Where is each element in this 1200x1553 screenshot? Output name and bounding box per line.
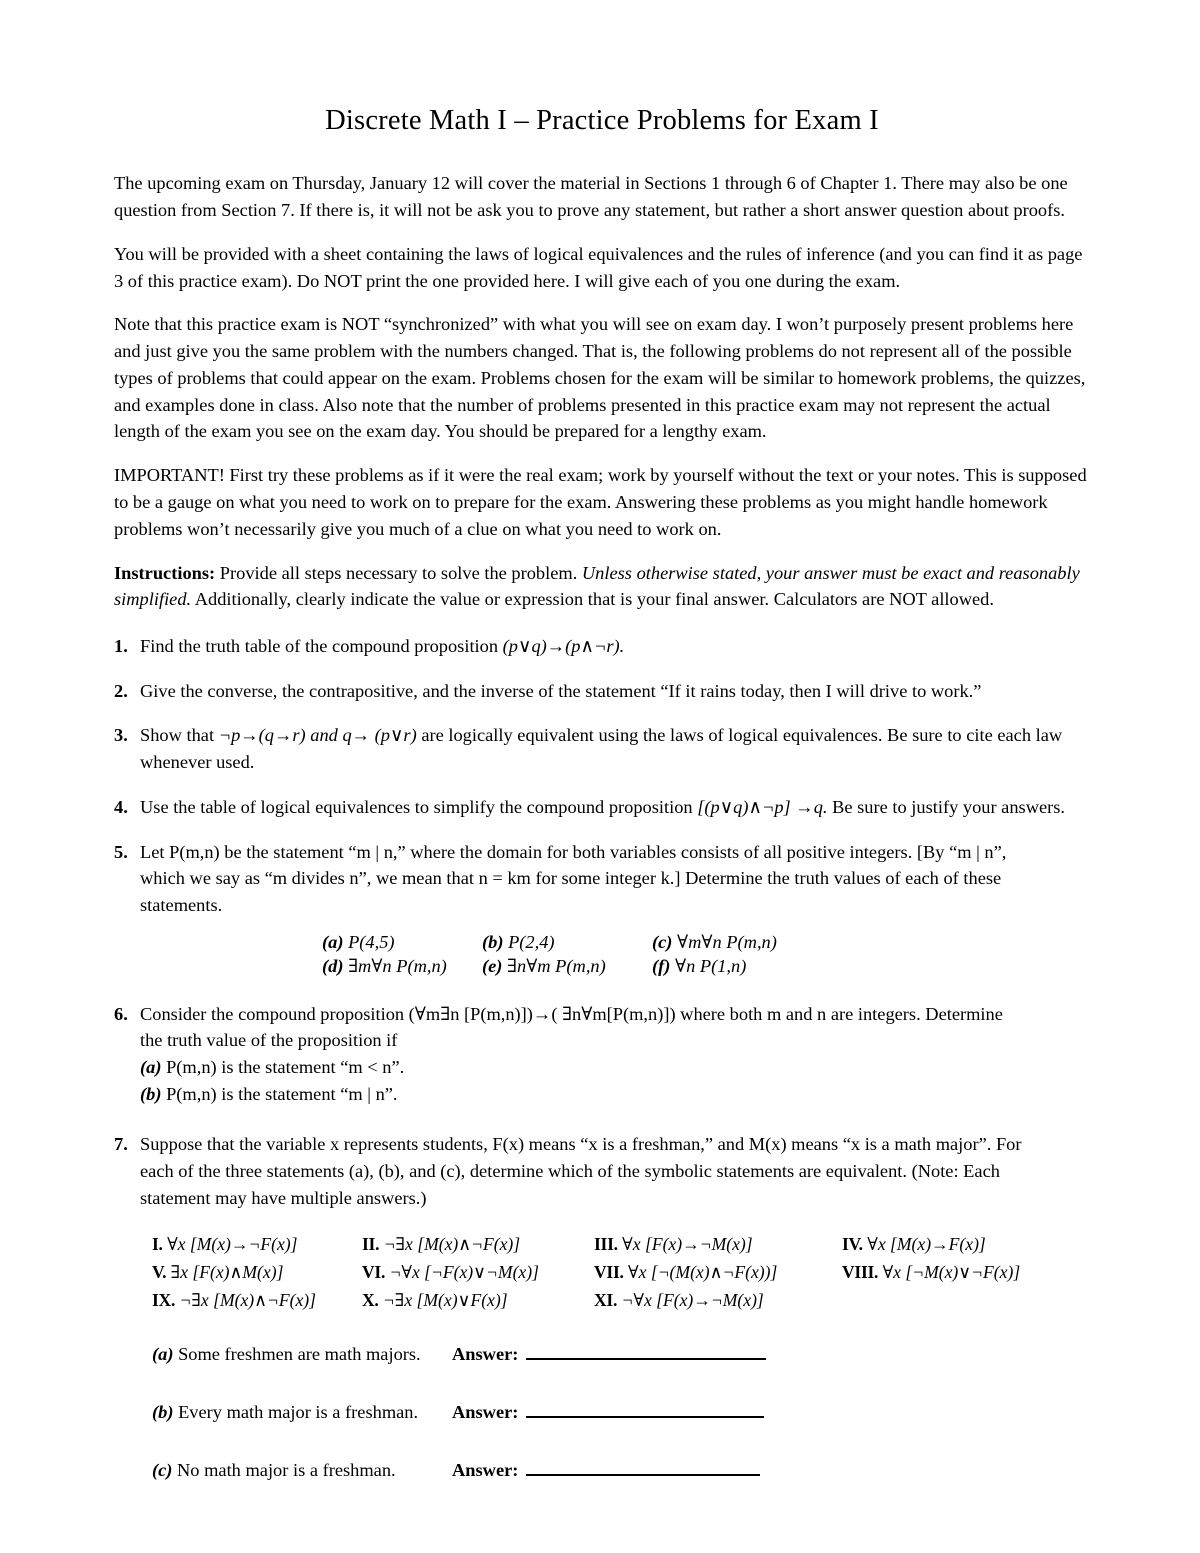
problem-4-text-after: Be sure to justify your answers. bbox=[832, 796, 1066, 817]
problem-5-body bbox=[140, 839, 1090, 919]
problem-2 bbox=[114, 678, 1090, 705]
symbolic-statement-4 bbox=[842, 1233, 1090, 1257]
problem-5-option-e-label: (e) bbox=[482, 955, 503, 976]
problem-1-body bbox=[140, 633, 1090, 660]
problem-5-option-d-expr: ∃m∀n P(m,n) bbox=[348, 955, 447, 976]
symbolic-statement-10-expr: ¬∃x [M(x)∨F(x)] bbox=[382, 1289, 508, 1310]
answer-row-a bbox=[152, 1343, 1090, 1365]
instructions-paragraph bbox=[114, 560, 1090, 614]
symbolic-statement-10 bbox=[362, 1289, 594, 1313]
instructions-label: Instructions: bbox=[114, 562, 216, 583]
answer-row-b-text: Every math major is a freshman. bbox=[178, 1401, 419, 1422]
symbolic-statement-8 bbox=[842, 1261, 1090, 1285]
problem-7-line-1: Suppose that the variable x represents students, F(x) means “x is a freshman,” and M(x) means “x is a math major”. For bbox=[140, 1134, 1022, 1155]
symbolic-statement-1 bbox=[152, 1233, 362, 1257]
symbolic-statement-7-expr: ∀x [¬(M(x)∧¬F(x))] bbox=[628, 1262, 778, 1283]
problem-5-option-e-expr: ∃n∀m P(m,n) bbox=[507, 955, 606, 976]
answer-row-a-answer-label: Answer: bbox=[452, 1343, 519, 1364]
problem-6-subitem-b bbox=[140, 1081, 1090, 1108]
problem-6-line-2: the truth value of the proposition if bbox=[140, 1030, 398, 1051]
problem-2-number: 2. bbox=[114, 680, 128, 701]
symbolic-statement-1-expr: ∀x [M(x)→¬F(x)] bbox=[167, 1234, 298, 1255]
symbolic-statement-3-expr: ∀x [F(x)→¬M(x)] bbox=[622, 1234, 753, 1255]
problem-7-line-3: statement may have multiple answers.) bbox=[140, 1187, 427, 1208]
symbolic-statement-4-number: IV. bbox=[842, 1234, 863, 1255]
symbolic-statement-5-number: V. bbox=[152, 1262, 167, 1283]
page-title: Discrete Math I – Practice Problems for Exam I bbox=[325, 105, 879, 136]
answer-row-c-answer-label: Answer: bbox=[452, 1459, 519, 1480]
problem-1 bbox=[114, 633, 1090, 660]
problem-5-option-e bbox=[482, 956, 652, 977]
problem-5-option-f-label: (f) bbox=[652, 955, 671, 976]
problem-5-option-f-expr: ∀n P(1,n) bbox=[674, 955, 747, 976]
answer-row-a-blank[interactable] bbox=[526, 1343, 766, 1360]
symbolic-statement-9-expr: ¬∃x [M(x)∧¬F(x)] bbox=[179, 1289, 316, 1310]
problem-5-options bbox=[114, 932, 1090, 977]
problem-5-option-c-expr: ∀m∀n P(m,n) bbox=[677, 931, 777, 952]
problem-6-body bbox=[140, 1001, 1090, 1108]
problem-5-option-c-label: (c) bbox=[652, 931, 673, 952]
instructions-text-before: Provide all steps necessary to solve the problem. bbox=[219, 562, 578, 583]
problem-2-text: Give the converse, the contrapositive, and the inverse of the statement “If it rains today, then I will drive to work.” bbox=[140, 680, 982, 701]
symbolic-statement-9 bbox=[152, 1289, 362, 1313]
problem-5-option-b-expr: P(2,4) bbox=[508, 931, 555, 952]
problem-5-option-a bbox=[322, 932, 482, 953]
instructions-italic-text: Unless otherwise stated, your answer must be exact and reasonably simplified. bbox=[114, 562, 1080, 610]
answer-row-c-blank[interactable] bbox=[526, 1459, 760, 1476]
answer-row-c-text: No math major is a freshman. bbox=[177, 1459, 396, 1480]
problem-5-option-b bbox=[482, 932, 652, 953]
answer-row-a-statement bbox=[152, 1344, 452, 1365]
symbolic-statement-3 bbox=[594, 1233, 842, 1257]
problem-3-expression: ¬p→(q→r) and q→ (p∨r) bbox=[218, 725, 417, 746]
problem-5-option-a-label: (a) bbox=[322, 931, 344, 952]
symbolic-statement-2 bbox=[362, 1233, 594, 1257]
problem-5 bbox=[114, 839, 1090, 919]
intro-paragraph-3: Note that this practice exam is NOT “synchronized” with what you will see on exam day. I won’t purposely present problems here and just give you the same problem with the numbers changed. That is, the following problems do not represent all of the possible types of problems that could appear on the exam. Problems chosen for the exam will be similar to homework problems, the quizzes, and examples done in class. Also note that the number of problems presented in this practice exam may not represent the actual length of the exam you see on the exam day. You should be prepared for a lengthy exam. bbox=[114, 314, 1086, 442]
answer-row-b-blank[interactable] bbox=[526, 1401, 764, 1418]
problem-6-subitem-b-text: P(m,n) is the statement “m | n”. bbox=[166, 1083, 398, 1104]
answer-row-a-label: (a) bbox=[152, 1343, 174, 1364]
symbolic-statement-6 bbox=[362, 1261, 594, 1285]
answer-row-b-answer-label: Answer: bbox=[452, 1401, 519, 1422]
problem-3 bbox=[114, 722, 1090, 775]
symbolic-statement-11-number: XI. bbox=[594, 1289, 618, 1310]
answer-row-a-text: Some freshmen are math majors. bbox=[178, 1343, 421, 1364]
problem-3-text-after: are logically equivalent using the laws of logical equivalences. Be sure to cite each law whenever used. bbox=[140, 725, 1063, 773]
problem-4-text-before: Use the table of logical equivalences to simplify the compound proposition bbox=[140, 796, 693, 817]
problem-5-number: 5. bbox=[114, 841, 128, 862]
symbolic-statement-5-expr: ∃x [F(x)∧M(x)] bbox=[170, 1262, 284, 1283]
problem-5-line-1: Let P(m,n) be the statement “m | n,” where the domain for both variables consists of all positive integers. [By “m | n”, bbox=[140, 841, 1007, 862]
problem-3-text-before: Show that bbox=[140, 725, 215, 746]
problem-6-number: 6. bbox=[114, 1003, 128, 1024]
problem-5-option-d-label: (d) bbox=[322, 955, 344, 976]
problem-7-line-2: each of the three statements (a), (b), and (c), determine which of the symbolic statements are equivalent. (Note: Each bbox=[140, 1161, 1000, 1181]
symbolic-statement-9-number: IX. bbox=[152, 1289, 176, 1310]
problem-1-number: 1. bbox=[114, 636, 128, 657]
symbolic-statement-8-number: VIII. bbox=[842, 1262, 879, 1283]
intro-paragraph-2: You will be provided with a sheet containing the laws of logical equivalences and the rules of inference (and you can find it as page 3 of this practice exam). Do NOT print the one provided here. I will give each of you one during the exam. bbox=[114, 243, 1083, 291]
problem-5-option-b-label: (b) bbox=[482, 931, 504, 952]
symbolic-statement-6-number: VI. bbox=[362, 1262, 386, 1283]
intro-paragraph-1: The upcoming exam on Thursday, January 12 will cover the material in Sections 1 through 6 of Chapter 1. There may also be one question from Section 7. If there is, it will not be ask you to prove any statement, but rather a short answer question about proofs. bbox=[114, 173, 1068, 221]
problem-7-body bbox=[140, 1131, 1090, 1211]
symbolic-statement-6-expr: ¬∀x [¬F(x)∨¬M(x)] bbox=[389, 1262, 539, 1283]
problem-4 bbox=[114, 794, 1090, 821]
symbolic-statement-2-number: II. bbox=[362, 1234, 380, 1255]
problem-5-option-c bbox=[652, 932, 1090, 953]
problem-5-option-a-expr: P(4,5) bbox=[348, 931, 395, 952]
symbolic-statement-empty bbox=[842, 1289, 1090, 1313]
symbolic-statement-4-expr: ∀x [M(x)→F(x)] bbox=[867, 1234, 986, 1255]
symbolic-statement-7 bbox=[594, 1261, 842, 1285]
problem-7 bbox=[114, 1131, 1090, 1211]
answer-row-b-label: (b) bbox=[152, 1401, 174, 1422]
answer-row-c-label: (c) bbox=[152, 1459, 173, 1480]
symbolic-statement-8-expr: ∀x [¬M(x)∨¬F(x)] bbox=[882, 1262, 1021, 1283]
problem-5-option-f bbox=[652, 956, 1090, 977]
intro-paragraph-4: IMPORTANT! First try these problems as if it were the real exam; work by yourself without the text or your notes. This is supposed to be a gauge on what you need to work on to prepare for the exam. Answering these problems as you might handle homework problems won’t necessarily give you much of a clue on what you need to work on. bbox=[114, 465, 1087, 539]
problem-7-number: 7. bbox=[114, 1134, 128, 1155]
symbolic-statement-5 bbox=[152, 1261, 362, 1285]
symbolic-statement-2-expr: ¬∃x [M(x)∧¬F(x)] bbox=[383, 1234, 521, 1255]
problem-4-expression: [(p∨q)∧¬p] →q. bbox=[697, 796, 828, 817]
problem-6-subitem-a-text: P(m,n) is the statement “m < n”. bbox=[166, 1056, 405, 1077]
problem-3-body bbox=[140, 722, 1090, 775]
problem-5-option-d bbox=[322, 956, 482, 977]
problem-5-line-3: statements. bbox=[140, 894, 223, 915]
symbolic-statement-7-number: VII. bbox=[594, 1262, 624, 1283]
problem-4-number: 4. bbox=[114, 796, 128, 817]
instructions-text-after: Additionally, clearly indicate the value or expression that is your final answer. Calculators are NOT allowed. bbox=[194, 589, 994, 610]
problem-6-subitem-a bbox=[140, 1054, 1090, 1081]
symbolic-statements-table bbox=[152, 1233, 1090, 1312]
answer-row-c-statement bbox=[152, 1460, 452, 1481]
symbolic-statement-1-number: I. bbox=[152, 1234, 163, 1255]
problem-5-line-2: which we say as “m divides n”, we mean that n = km for some integer k.] Determine the truth values of each of these bbox=[140, 868, 1002, 889]
problem-6-subitem-a-label: (a) bbox=[140, 1056, 162, 1077]
answer-section bbox=[152, 1343, 1090, 1481]
problem-6 bbox=[114, 1001, 1090, 1108]
symbolic-statement-3-number: III. bbox=[594, 1234, 618, 1255]
problem-1-text: Find the truth table of the compound proposition bbox=[140, 636, 499, 657]
problem-6-subitem-b-label: (b) bbox=[140, 1083, 162, 1104]
problem-1-expression: (p∨q)→(p∧¬r). bbox=[502, 636, 625, 657]
problem-4-body bbox=[140, 794, 1090, 821]
answer-row-c bbox=[152, 1459, 1090, 1481]
answer-row-b-statement bbox=[152, 1402, 452, 1423]
problem-3-number: 3. bbox=[114, 725, 128, 746]
problem-6-line-1: Consider the compound proposition (∀m∃n [P(m,n)])→( ∃n∀m[P(m,n)]) where both m and n are integers. Determine bbox=[140, 1003, 1003, 1024]
answer-row-b bbox=[152, 1401, 1090, 1423]
symbolic-statement-11-expr: ¬∀x [F(x)→¬M(x)] bbox=[621, 1289, 764, 1310]
symbolic-statement-10-number: X. bbox=[362, 1289, 379, 1310]
symbolic-statement-11 bbox=[594, 1289, 842, 1313]
